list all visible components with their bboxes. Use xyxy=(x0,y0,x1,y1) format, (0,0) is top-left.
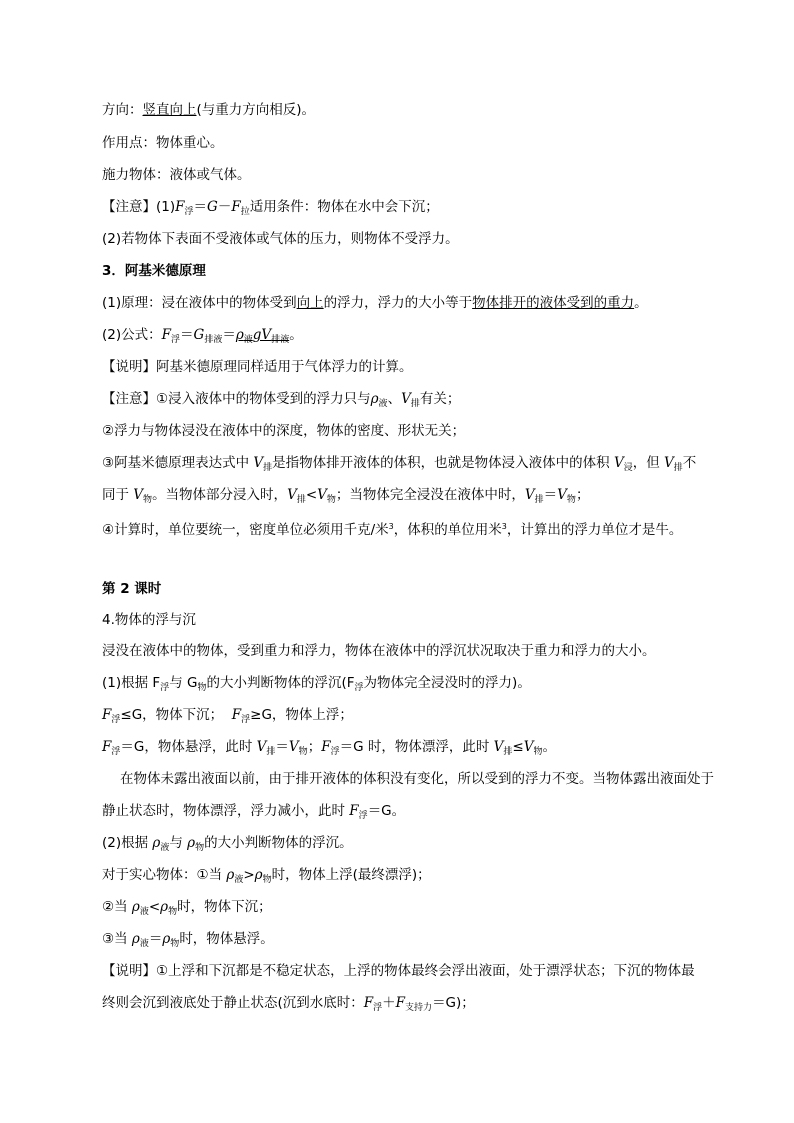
judge-2-line xyxy=(102,834,353,857)
symbol: V xyxy=(523,739,534,755)
subscript: 物 xyxy=(195,843,205,853)
subscript: 浮 xyxy=(358,811,368,821)
text: 时，物体下沉； xyxy=(177,899,272,915)
symbol: F xyxy=(231,199,241,215)
subscript: 液 xyxy=(243,335,253,345)
symbol: V xyxy=(288,739,299,755)
text: 时，物体悬浮。 xyxy=(179,931,274,947)
judge-1-line xyxy=(102,674,531,697)
subscript: 物 xyxy=(566,495,576,505)
subscript: 浮 xyxy=(171,335,181,345)
subscript: 拉 xyxy=(240,207,250,217)
symbol: V xyxy=(287,487,297,503)
symbol: ρ xyxy=(235,327,244,343)
subscript: 物 xyxy=(170,939,180,949)
subscript: 液 xyxy=(378,399,388,409)
symbol: ρ xyxy=(370,391,379,407)
symbol: V xyxy=(664,455,674,471)
text: 的大小判断物体的浮沉。 xyxy=(204,835,353,851)
text: ； xyxy=(307,739,322,755)
symbol: F xyxy=(321,739,331,755)
superscript: 3 xyxy=(501,522,507,531)
solid-line-3 xyxy=(102,930,274,953)
condition-line-2 xyxy=(102,738,556,761)
subscript: 物 xyxy=(197,683,207,693)
subscript: 浮 xyxy=(373,1003,383,1013)
underlined-answer: 向上 xyxy=(296,295,324,311)
lesson-2-title: 第 2 课时 xyxy=(102,581,162,597)
text: － xyxy=(217,199,232,215)
symbol: F xyxy=(395,995,406,1011)
text: ≤ xyxy=(512,739,524,755)
text: ＝G 时，物体漂浮，此时 xyxy=(339,739,494,755)
text: ＝ xyxy=(148,931,163,947)
subscript: 物 xyxy=(143,495,153,505)
text: ＝ xyxy=(222,327,236,343)
subscript: 浸 xyxy=(623,463,633,473)
note-line-3 xyxy=(102,390,460,413)
intro-line: 浸没在液体中的物体，受到重力和浮力，物体在液体中的浮沉状况取决于重力和浮力的大小。 xyxy=(102,643,656,659)
text: 【注意】(1) xyxy=(102,199,176,215)
text: (与重力方向相反)。 xyxy=(196,102,316,118)
text: ≥G，物体上浮； xyxy=(250,707,353,723)
text: 适用条件：物体在水中会下沉； xyxy=(249,199,439,215)
explain-line-2-cont xyxy=(102,994,475,1017)
subscript: 浮 xyxy=(160,683,170,693)
text: 终则会沉到液底处于静止状态(沉到水底时： xyxy=(102,995,364,1011)
force-giver-line: 施力物体：液体或气体。 xyxy=(102,167,251,183)
text: ，体积的单位用米 xyxy=(393,522,502,538)
symbol: ρ xyxy=(152,835,161,851)
text: 方向： xyxy=(102,102,143,118)
text: ，但 xyxy=(632,455,665,471)
text: ③阿基米德原理表达式中 xyxy=(102,455,254,471)
text: (1)根据 F xyxy=(102,675,161,691)
text: (2)公式： xyxy=(102,327,162,343)
symbol: F xyxy=(363,995,374,1011)
symbol: F xyxy=(349,803,359,819)
text: 的浮力，浮力的大小等于 xyxy=(323,295,473,311)
text: ＝ xyxy=(193,199,208,215)
text: 。当物体部分浸入时， xyxy=(152,487,288,503)
subscript: 物 xyxy=(326,495,336,505)
subscript: 浮 xyxy=(330,747,340,757)
text: ③当 xyxy=(102,931,132,947)
text: 时，物体上浮(最终漂浮)； xyxy=(271,867,431,883)
section-heading-archimedes: 3．阿基米德原理 xyxy=(102,263,206,279)
text: (2)根据 xyxy=(102,835,153,851)
note-line-2: (2)若物体下表面不受液体或气体的压力，则物体不受浮力。 xyxy=(102,231,459,247)
text: 。 xyxy=(634,295,648,311)
subscript: 液 xyxy=(139,907,149,917)
text: 静止状态时，物体漂浮，浮力减小，此时 xyxy=(102,803,350,819)
text: 与 G xyxy=(169,675,198,691)
symbol: ρ xyxy=(131,931,140,947)
symbol: ρ xyxy=(254,867,263,883)
symbol: V xyxy=(493,739,504,755)
text: (1)原理：浸在液体中的物体受到 xyxy=(102,295,297,311)
text: < xyxy=(305,487,318,503)
text: 为物体完全浸没时的浮力)。 xyxy=(363,675,531,691)
text: ＝G。 xyxy=(367,803,406,819)
text: 。 xyxy=(289,327,303,343)
text: 对于实心物体：①当 xyxy=(102,867,227,883)
symbol: ρ xyxy=(131,899,140,915)
subscript: 排液 xyxy=(271,335,290,345)
underlined-answer: 物体排开的液体受到的重力 xyxy=(472,295,635,311)
symbol: F xyxy=(102,739,112,755)
paragraph-line-1: 在物体未露出液面以前，由于排开液体的体积没有变化，所以受到的浮力不变。当物体露出液面处于 xyxy=(120,771,714,787)
text: ； xyxy=(575,487,590,503)
subscript: 物 xyxy=(533,747,543,757)
subscript: 排 xyxy=(266,747,276,757)
subscript: 浮 xyxy=(354,683,364,693)
text: < xyxy=(148,899,161,915)
subscript: 排液 xyxy=(204,335,223,345)
symbol: F xyxy=(161,327,171,343)
symbol: G xyxy=(193,327,205,343)
subscript: 支持力 xyxy=(405,1003,433,1013)
action-point-line: 作用点：物体重心。 xyxy=(102,135,224,151)
solid-line-1 xyxy=(102,866,431,889)
text: ＝ xyxy=(180,327,194,343)
symbol: V xyxy=(253,455,264,471)
subscript: 排 xyxy=(263,463,273,473)
symbol: F xyxy=(175,199,185,215)
text: ④计算时，单位要统一，密度单位必须用千克/米 xyxy=(102,522,389,538)
text: 与 xyxy=(169,835,188,851)
paragraph-line-2 xyxy=(102,802,405,825)
text: 。 xyxy=(542,739,556,755)
subscript: 浮 xyxy=(111,715,121,725)
explain-line-2: 【说明】①上浮和下沉都是不稳定状态，上浮的物体最终会浮出液面，处于漂浮状态；下沉的物体最 xyxy=(102,963,695,979)
symbol: V xyxy=(401,391,411,407)
symbol: ρ xyxy=(187,835,196,851)
symbol: gV xyxy=(252,327,272,343)
note-line-5 xyxy=(102,454,696,477)
symbol: F xyxy=(231,707,242,723)
symbol: V xyxy=(557,487,567,503)
subscript: 浮 xyxy=(184,207,194,217)
symbol: V xyxy=(133,487,144,503)
text: ＝G)； xyxy=(432,995,475,1011)
principle-line xyxy=(102,294,648,312)
symbol: V xyxy=(317,487,327,503)
text: ②当 xyxy=(102,899,132,915)
symbol: ρ xyxy=(226,867,235,883)
subscript: 液 xyxy=(160,843,170,853)
subscript: 物 xyxy=(168,907,178,917)
symbol: V xyxy=(256,739,267,755)
text: 不 xyxy=(682,455,697,471)
text: 【注意】①浸入液体中的物体受到的浮力只与 xyxy=(102,391,371,407)
explain-line: 【说明】阿基米德原理同样适用于气体浮力的计算。 xyxy=(102,359,413,375)
note-line-1 xyxy=(102,198,439,221)
underlined-answer: 竖直向上 xyxy=(142,102,197,118)
superscript: 3 xyxy=(388,522,394,531)
note-line-6 xyxy=(102,518,682,539)
text: 有关； xyxy=(419,391,461,407)
text: > xyxy=(243,867,255,883)
symbol: ρ xyxy=(160,899,169,915)
subscript: 排 xyxy=(673,463,683,473)
subscript: 浮 xyxy=(241,715,251,725)
text: 同于 xyxy=(102,487,134,503)
text: ＝ xyxy=(275,739,289,755)
subsection-heading-float-sink: 4.物体的浮与沉 xyxy=(102,612,196,628)
text: ，计算出的浮力单位才是牛。 xyxy=(506,522,683,538)
text: ＝G，物体悬浮，此时 xyxy=(120,739,257,755)
subscript: 排 xyxy=(296,495,306,505)
symbol: ρ xyxy=(162,931,171,947)
text: ；当物体完全浸没在液体中时， xyxy=(335,487,525,503)
text: ＋ xyxy=(382,995,396,1011)
subscript: 液 xyxy=(234,875,244,885)
symbol: F xyxy=(102,707,112,723)
direction-line xyxy=(102,101,315,119)
subscript: 排 xyxy=(410,399,420,409)
subscript: 浮 xyxy=(111,747,121,757)
subscript: 物 xyxy=(262,875,272,885)
text: ≤G，物体下沉； xyxy=(120,707,232,723)
note-line-4: ②浮力与物体浸没在液体中的深度，物体的密度、形状无关； xyxy=(102,423,466,439)
solid-line-2 xyxy=(102,898,272,921)
symbol: V xyxy=(524,487,535,503)
symbol: G xyxy=(207,199,218,215)
symbol: V xyxy=(613,455,624,471)
formula-line xyxy=(102,326,303,349)
subscript: 排 xyxy=(503,747,513,757)
text: 是指物体排开液体的体积，也就是物体浸入液体中的体积 xyxy=(272,455,614,471)
condition-line-1 xyxy=(102,706,353,729)
note-line-5-cont xyxy=(102,486,589,509)
subscript: 液 xyxy=(139,939,149,949)
subscript: 物 xyxy=(298,747,308,757)
text: 的大小判断物体的浮沉(F xyxy=(206,675,355,691)
text: 、 xyxy=(387,391,402,407)
text: ＝ xyxy=(543,487,558,503)
underlined-formula xyxy=(236,327,289,343)
subscript: 排 xyxy=(534,495,544,505)
